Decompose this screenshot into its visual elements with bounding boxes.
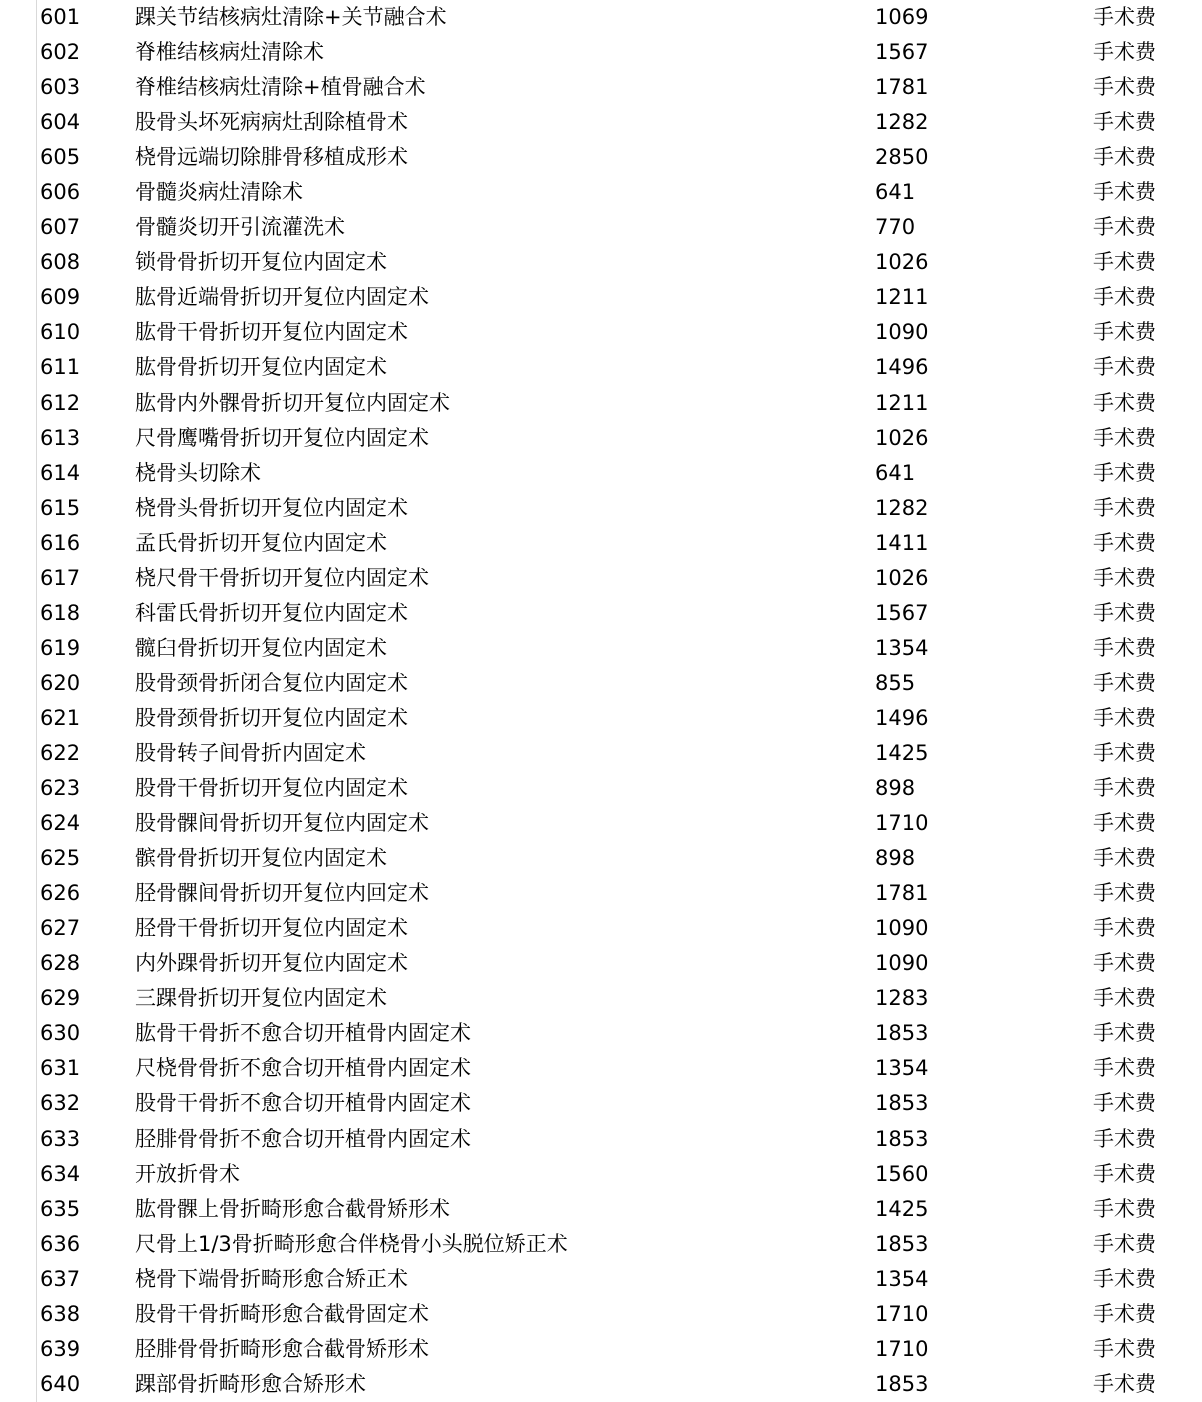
table-row[interactable]: [0, 771, 1202, 806]
category-cell[interactable]: 手术费: [1093, 1371, 1156, 1396]
category-cell[interactable]: 手术费: [1093, 1091, 1156, 1116]
price-cell[interactable]: 1425: [875, 1196, 929, 1221]
procedure-name-cell[interactable]: 股骨颈骨折切开复位内固定术: [135, 705, 408, 730]
item-number-cell[interactable]: 612: [40, 390, 81, 415]
price-cell[interactable]: 641: [875, 180, 916, 205]
category-cell[interactable]: 手术费: [1093, 1301, 1156, 1326]
category-cell[interactable]: 手术费: [1093, 916, 1156, 941]
item-number-cell[interactable]: 605: [40, 145, 81, 170]
price-cell[interactable]: 1090: [875, 951, 929, 976]
table-row[interactable]: [0, 350, 1202, 385]
category-cell[interactable]: 手术费: [1093, 495, 1156, 520]
price-cell[interactable]: 1853: [875, 1091, 929, 1116]
category-cell[interactable]: 手术费: [1093, 5, 1156, 29]
table-row[interactable]: [0, 315, 1202, 350]
category-cell[interactable]: 手术费: [1093, 811, 1156, 836]
table-row[interactable]: [0, 666, 1202, 701]
price-cell[interactable]: 1496: [875, 705, 929, 730]
category-cell[interactable]: 手术费: [1093, 1266, 1156, 1291]
category-cell[interactable]: 手术费: [1093, 705, 1156, 730]
price-cell[interactable]: 1090: [875, 320, 929, 345]
item-number-cell[interactable]: 639: [40, 1336, 81, 1361]
table-row[interactable]: [0, 736, 1202, 771]
price-cell[interactable]: 1354: [875, 1056, 929, 1081]
table-row[interactable]: [0, 1051, 1202, 1086]
procedure-name-cell[interactable]: 股骨干骨折不愈合切开植骨内固定术: [135, 1091, 471, 1116]
category-cell[interactable]: 手术费: [1093, 40, 1156, 65]
category-cell[interactable]: 手术费: [1093, 145, 1156, 170]
item-number-cell[interactable]: 634: [40, 1161, 81, 1186]
price-cell[interactable]: 1026: [875, 425, 929, 450]
item-number-cell[interactable]: 628: [40, 951, 81, 976]
category-cell[interactable]: 手术费: [1093, 1196, 1156, 1221]
procedure-name-cell[interactable]: 桡骨远端切除腓骨移植成形术: [135, 145, 408, 170]
procedure-name-cell[interactable]: 肱骨内外髁骨折切开复位内固定术: [135, 390, 450, 415]
table-row[interactable]: [0, 140, 1202, 175]
table-row[interactable]: [0, 491, 1202, 526]
table-row[interactable]: [0, 1157, 1202, 1192]
item-number-cell[interactable]: 632: [40, 1091, 81, 1116]
item-number-cell[interactable]: 601: [40, 5, 81, 29]
procedure-name-cell[interactable]: 尺骨鹰嘴骨折切开复位内固定术: [135, 425, 429, 450]
table-row[interactable]: [0, 841, 1202, 876]
price-cell[interactable]: 1411: [875, 530, 929, 555]
category-cell[interactable]: 手术费: [1093, 530, 1156, 555]
table-row[interactable]: [0, 631, 1202, 666]
category-cell[interactable]: 手术费: [1093, 776, 1156, 801]
price-cell[interactable]: 1283: [875, 986, 929, 1011]
procedure-name-cell[interactable]: 锁骨骨折切开复位内固定术: [135, 250, 387, 275]
item-number-cell[interactable]: 615: [40, 495, 81, 520]
procedure-name-cell[interactable]: 骨髓炎切开引流灌洗术: [135, 215, 345, 240]
price-cell[interactable]: 898: [875, 776, 916, 801]
procedure-name-cell[interactable]: 肱骨骨折切开复位内固定术: [135, 355, 387, 380]
item-number-cell[interactable]: 622: [40, 740, 81, 765]
price-cell[interactable]: 1567: [875, 600, 929, 625]
procedure-name-cell[interactable]: 髋臼骨折切开复位内固定术: [135, 635, 387, 660]
item-number-cell[interactable]: 607: [40, 215, 81, 240]
category-cell[interactable]: 手术费: [1093, 846, 1156, 871]
table-row[interactable]: [0, 596, 1202, 631]
item-number-cell[interactable]: 633: [40, 1126, 81, 1151]
category-cell[interactable]: 手术费: [1093, 1021, 1156, 1046]
price-cell[interactable]: 1211: [875, 390, 929, 415]
table-row[interactable]: [0, 1016, 1202, 1051]
procedure-name-cell[interactable]: 尺骨上1/3骨折畸形愈合伴桡骨小头脱位矫正术: [135, 1231, 568, 1256]
table-row[interactable]: [0, 1262, 1202, 1297]
procedure-name-cell[interactable]: 内外踝骨折切开复位内固定术: [135, 951, 408, 976]
table-row[interactable]: [0, 526, 1202, 561]
procedure-name-cell[interactable]: 桡尺骨干骨折切开复位内固定术: [135, 565, 429, 590]
item-number-cell[interactable]: 624: [40, 811, 81, 836]
category-cell[interactable]: 手术费: [1093, 460, 1156, 485]
item-number-cell[interactable]: 625: [40, 846, 81, 871]
category-cell[interactable]: 手术费: [1093, 1056, 1156, 1081]
item-number-cell[interactable]: 621: [40, 705, 81, 730]
price-cell[interactable]: 898: [875, 846, 916, 871]
item-number-cell[interactable]: 604: [40, 110, 81, 135]
procedure-name-cell[interactable]: 股骨颈骨折闭合复位内固定术: [135, 670, 408, 695]
price-cell[interactable]: 1282: [875, 110, 929, 135]
category-cell[interactable]: 手术费: [1093, 425, 1156, 450]
table-row[interactable]: [0, 70, 1202, 105]
item-number-cell[interactable]: 623: [40, 776, 81, 801]
table-row[interactable]: [0, 946, 1202, 981]
price-cell[interactable]: 1282: [875, 495, 929, 520]
procedure-name-cell[interactable]: 股骨干骨折切开复位内固定术: [135, 776, 408, 801]
procedure-name-cell[interactable]: 科雷氏骨折切开复位内固定术: [135, 600, 408, 625]
price-cell[interactable]: 770: [875, 215, 916, 240]
item-number-cell[interactable]: 631: [40, 1056, 81, 1081]
price-cell[interactable]: 1560: [875, 1161, 929, 1186]
category-cell[interactable]: 手术费: [1093, 1161, 1156, 1186]
category-cell[interactable]: 手术费: [1093, 565, 1156, 590]
table-row[interactable]: [0, 876, 1202, 911]
item-number-cell[interactable]: 609: [40, 285, 81, 310]
procedure-name-cell[interactable]: 桡骨头切除术: [135, 460, 261, 485]
item-number-cell[interactable]: 616: [40, 530, 81, 555]
price-cell[interactable]: 1781: [875, 75, 929, 100]
procedure-name-cell[interactable]: 胫腓骨骨折畸形愈合截骨矫形术: [135, 1336, 429, 1361]
category-cell[interactable]: 手术费: [1093, 75, 1156, 100]
table-row[interactable]: [0, 1367, 1202, 1402]
category-cell[interactable]: 手术费: [1093, 740, 1156, 765]
category-cell[interactable]: 手术费: [1093, 881, 1156, 906]
price-cell[interactable]: 1781: [875, 881, 929, 906]
table-row[interactable]: [0, 0, 1202, 35]
item-number-cell[interactable]: 637: [40, 1266, 81, 1291]
item-number-cell[interactable]: 613: [40, 425, 81, 450]
procedure-name-cell[interactable]: 髌骨骨折切开复位内固定术: [135, 846, 387, 871]
procedure-name-cell[interactable]: 孟氏骨折切开复位内固定术: [135, 530, 387, 555]
procedure-name-cell[interactable]: 骨髓炎病灶清除术: [135, 180, 303, 205]
price-cell[interactable]: 1853: [875, 1126, 929, 1151]
table-row[interactable]: [0, 280, 1202, 315]
table-row[interactable]: [0, 1332, 1202, 1367]
price-cell[interactable]: 2850: [875, 145, 929, 170]
table-row[interactable]: [0, 1297, 1202, 1332]
price-cell[interactable]: 641: [875, 460, 916, 485]
table-row[interactable]: [0, 105, 1202, 140]
price-cell[interactable]: 1425: [875, 740, 929, 765]
category-cell[interactable]: 手术费: [1093, 600, 1156, 625]
category-cell[interactable]: 手术费: [1093, 285, 1156, 310]
table-row[interactable]: [0, 981, 1202, 1016]
procedure-name-cell[interactable]: 脊椎结核病灶清除术: [135, 40, 324, 65]
item-number-cell[interactable]: 614: [40, 460, 81, 485]
category-cell[interactable]: 手术费: [1093, 1126, 1156, 1151]
price-cell[interactable]: 1026: [875, 250, 929, 275]
table-row[interactable]: [0, 806, 1202, 841]
table-row[interactable]: [0, 386, 1202, 421]
table-row[interactable]: [0, 245, 1202, 280]
category-cell[interactable]: 手术费: [1093, 670, 1156, 695]
table-row[interactable]: [0, 1192, 1202, 1227]
table-row[interactable]: [0, 421, 1202, 456]
item-number-cell[interactable]: 635: [40, 1196, 81, 1221]
procedure-name-cell[interactable]: 三踝骨折切开复位内固定术: [135, 986, 387, 1011]
procedure-name-cell[interactable]: 踝部骨折畸形愈合矫形术: [135, 1371, 366, 1396]
item-number-cell[interactable]: 617: [40, 565, 81, 590]
price-cell[interactable]: 1496: [875, 355, 929, 380]
procedure-name-cell[interactable]: 肱骨近端骨折切开复位内固定术: [135, 285, 429, 310]
price-cell[interactable]: 1853: [875, 1021, 929, 1046]
item-number-cell[interactable]: 630: [40, 1021, 81, 1046]
procedure-name-cell[interactable]: 肱骨髁上骨折畸形愈合截骨矫形术: [135, 1196, 450, 1221]
procedure-name-cell[interactable]: 股骨头坏死病病灶刮除植骨术: [135, 110, 408, 135]
procedure-name-cell[interactable]: 股骨干骨折畸形愈合截骨固定术: [135, 1301, 429, 1326]
procedure-name-cell[interactable]: 胫腓骨骨折不愈合切开植骨内固定术: [135, 1126, 471, 1151]
price-cell[interactable]: 1567: [875, 40, 929, 65]
price-cell[interactable]: 1710: [875, 1336, 929, 1361]
item-number-cell[interactable]: 610: [40, 320, 81, 345]
item-number-cell[interactable]: 638: [40, 1301, 81, 1326]
price-cell[interactable]: 1853: [875, 1231, 929, 1256]
table-row[interactable]: [0, 35, 1202, 70]
item-number-cell[interactable]: 620: [40, 670, 81, 695]
table-row[interactable]: [0, 561, 1202, 596]
price-cell[interactable]: 855: [875, 670, 916, 695]
price-cell[interactable]: 1354: [875, 1266, 929, 1291]
table-row[interactable]: [0, 1122, 1202, 1157]
table-row[interactable]: [0, 210, 1202, 245]
item-number-cell[interactable]: 627: [40, 916, 81, 941]
price-cell[interactable]: 1354: [875, 635, 929, 660]
price-cell[interactable]: 1853: [875, 1371, 929, 1396]
category-cell[interactable]: 手术费: [1093, 1336, 1156, 1361]
category-cell[interactable]: 手术费: [1093, 250, 1156, 275]
table-row[interactable]: [0, 911, 1202, 946]
item-number-cell[interactable]: 608: [40, 250, 81, 275]
category-cell[interactable]: 手术费: [1093, 951, 1156, 976]
table-row[interactable]: [0, 175, 1202, 210]
procedure-name-cell[interactable]: 踝关节结核病灶清除+关节融合术: [135, 5, 447, 29]
item-number-cell[interactable]: 603: [40, 75, 81, 100]
procedure-name-cell[interactable]: 脊椎结核病灶清除+植骨融合术: [135, 75, 426, 100]
procedure-name-cell[interactable]: 胫骨干骨折切开复位内固定术: [135, 916, 408, 941]
category-cell[interactable]: 手术费: [1093, 215, 1156, 240]
table-row[interactable]: [0, 1227, 1202, 1262]
category-cell[interactable]: 手术费: [1093, 110, 1156, 135]
price-cell[interactable]: 1026: [875, 565, 929, 590]
category-cell[interactable]: 手术费: [1093, 355, 1156, 380]
item-number-cell[interactable]: 626: [40, 881, 81, 906]
price-cell[interactable]: 1090: [875, 916, 929, 941]
procedure-name-cell[interactable]: 股骨转子间骨折内固定术: [135, 740, 366, 765]
price-cell[interactable]: 1710: [875, 1301, 929, 1326]
procedure-name-cell[interactable]: 肱骨干骨折切开复位内固定术: [135, 320, 408, 345]
category-cell[interactable]: 手术费: [1093, 1231, 1156, 1256]
price-cell[interactable]: 1211: [875, 285, 929, 310]
procedure-name-cell[interactable]: 股骨髁间骨折切开复位内固定术: [135, 811, 429, 836]
procedure-name-cell[interactable]: 尺桡骨骨折不愈合切开植骨内固定术: [135, 1056, 471, 1081]
item-number-cell[interactable]: 602: [40, 40, 81, 65]
item-number-cell[interactable]: 618: [40, 600, 81, 625]
procedure-name-cell[interactable]: 开放折骨术: [135, 1161, 240, 1186]
item-number-cell[interactable]: 606: [40, 180, 81, 205]
category-cell[interactable]: 手术费: [1093, 180, 1156, 205]
procedure-name-cell[interactable]: 肱骨干骨折不愈合切开植骨内固定术: [135, 1021, 471, 1046]
table-row[interactable]: [0, 456, 1202, 491]
price-cell[interactable]: 1710: [875, 811, 929, 836]
table-row[interactable]: [0, 701, 1202, 736]
table-row[interactable]: [0, 1086, 1202, 1121]
item-number-cell[interactable]: 629: [40, 986, 81, 1011]
category-cell[interactable]: 手术费: [1093, 390, 1156, 415]
item-number-cell[interactable]: 611: [40, 355, 81, 380]
item-number-cell[interactable]: 636: [40, 1231, 81, 1256]
category-cell[interactable]: 手术费: [1093, 986, 1156, 1011]
item-number-cell[interactable]: 640: [40, 1371, 81, 1396]
procedure-name-cell[interactable]: 桡骨头骨折切开复位内固定术: [135, 495, 408, 520]
item-number-cell[interactable]: 619: [40, 635, 81, 660]
procedure-name-cell[interactable]: 桡骨下端骨折畸形愈合矫正术: [135, 1266, 408, 1291]
category-cell[interactable]: 手术费: [1093, 320, 1156, 345]
category-cell[interactable]: 手术费: [1093, 635, 1156, 660]
procedure-name-cell[interactable]: 胫骨髁间骨折切开复位内回定术: [135, 881, 429, 906]
price-cell[interactable]: 1069: [875, 5, 929, 29]
